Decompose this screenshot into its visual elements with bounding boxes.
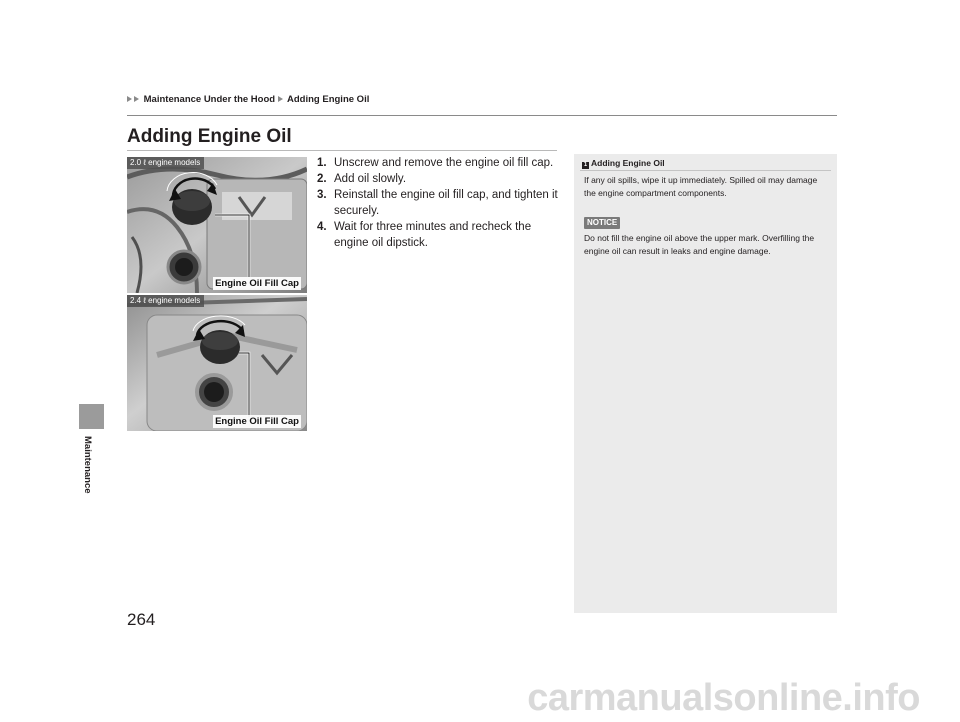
engine-photo-2-0 — [127, 157, 307, 293]
notice-text: Do not fill the engine oil above the upper mark. Overfilling the engine oil can result in leaks and engine damage. — [584, 233, 815, 256]
watermark-text: carmanualsonline.info — [527, 677, 920, 719]
note-heading — [582, 158, 665, 169]
note-heading-text: Adding Engine Oil — [591, 158, 665, 168]
notice-badge: NOTICE — [584, 217, 620, 229]
engine-bay-illustration — [127, 295, 307, 431]
page-number: 264 — [127, 610, 156, 629]
step-text: Add oil slowly. — [334, 173, 407, 185]
step-number: 3. — [317, 189, 327, 201]
header-rule — [127, 115, 837, 116]
engine-oil-fill-cap-label: Engine Oil Fill Cap — [215, 278, 299, 289]
engine-oil-fill-cap-label: Engine Oil Fill Cap — [215, 416, 299, 427]
engine-model-tag: 2.4 ℓ engine models — [127, 295, 204, 307]
breadcrumb-arrow-icon — [278, 96, 283, 102]
step-number: 2. — [317, 173, 327, 185]
side-note-panel — [574, 154, 837, 613]
engine-bay-illustration — [127, 157, 307, 293]
note-text: If any oil spills, wipe it up immediately. Spilled oil may damage the engine compartment components. — [584, 175, 818, 198]
title-rule — [127, 150, 557, 151]
step-number: 1. — [317, 157, 327, 169]
breadcrumb-arrow-icon — [134, 96, 139, 102]
breadcrumb-page[interactable]: Adding Engine Oil — [287, 94, 370, 105]
step-text: Reinstall the engine oil fill cap, and tighten it securely. — [334, 189, 558, 217]
step-item — [317, 219, 565, 251]
procedure-steps — [317, 155, 565, 251]
engine-photo-2-4 — [127, 295, 307, 431]
engine-model-tag: 2.0 ℓ engine models — [127, 157, 204, 169]
step-text: Wait for three minutes and recheck the engine oil dipstick. — [334, 221, 532, 249]
step-item — [317, 155, 565, 171]
step-text: Unscrew and remove the engine oil fill cap. — [334, 157, 554, 169]
step-number: 4. — [317, 221, 327, 233]
page-title: Adding Engine Oil — [127, 126, 292, 147]
breadcrumb — [127, 94, 369, 105]
chapter-tab-label — [82, 436, 96, 506]
breadcrumb-section[interactable]: Maintenance Under the Hood — [143, 94, 276, 105]
note-rule — [580, 170, 831, 171]
watermark — [0, 671, 960, 722]
step-item — [317, 171, 565, 187]
step-item — [317, 187, 565, 219]
chapter-tab-text: Maintenance — [82, 436, 93, 494]
chapter-tab-marker — [79, 404, 104, 429]
reference-marker-icon: 1 — [583, 162, 588, 168]
breadcrumb-arrow-icon — [127, 96, 132, 102]
